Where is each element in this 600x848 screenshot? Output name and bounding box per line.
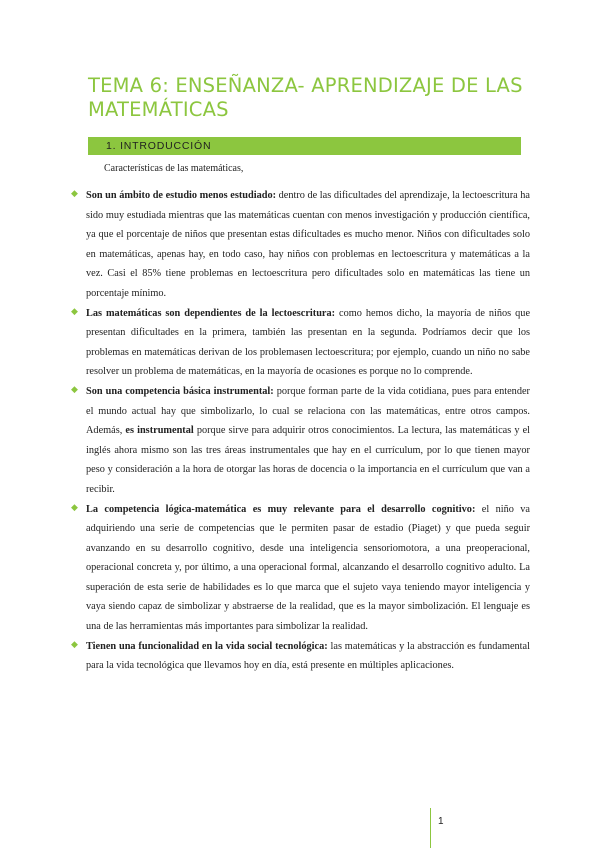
bullet-text: dentro de las dificultades del aprendizaje, la lectoescritura ha sido muy estudiada mientras que las matemáticas cuentan con menos investigación y producción científica, ya que el porcentaje de niños que presentan estas dificultades es mucho menor. Niños con dificultades solo en matemáticas, apenas hay, en todo caso, hay niños con problemas en lectoescritura y matemáticas a la vez. Casi el 85% tiene problemas en lectoescritura pero dificultades solo en matemáticas las tiene un porcentaje mínimo.: [86, 190, 530, 299]
bullet-lead: La competencia lógica-matemática es muy relevante para el desarrollo cognitivo:: [86, 503, 476, 515]
list-item: [70, 382, 530, 500]
bullet-diamond-icon: ◆: [71, 306, 78, 317]
bullet-lead: Tienen una funcionalidad en la vida social tecnológica:: [86, 640, 328, 652]
list-item: [70, 186, 530, 304]
intro-text: Características de las matemáticas,: [104, 163, 244, 174]
bullet-text: porque forman parte de la vida cotidiana, pues para entender el mundo actual hay que simbolizarlo, lo cual se relaciona con las matemáticas, entre otros campos. Además,: [86, 385, 530, 437]
bullet-text: como hemos dicho, la mayoría de niños que presentan dificultades en la primera, también las presentan en la segunda. Podríamos decir que los problemas en matemáticas derivan de los problemasen lectoescritura; por ejemplo, cuando un niño no sabe resolver un problema de matemáticas, en la mayoría de ocasiones es porque no lo comprende.: [86, 307, 531, 378]
footer-divider: [430, 808, 431, 848]
list-item: [70, 637, 530, 676]
bullet-lead: Las matemáticas son dependientes de la lectoescritura:: [86, 307, 336, 319]
bullet-lead: Son una competencia básica instrumental:: [86, 385, 274, 397]
list-item: [70, 500, 530, 637]
bullet-list: [70, 186, 530, 676]
section-heading: 1. INTRODUCCIÓN: [106, 140, 212, 152]
bullet-lead: Son un ámbito de estudio menos estudiado:: [86, 190, 277, 201]
bullet-paragraph: [86, 382, 530, 500]
bullet-text-continued: porque sirve para adquirir otros conocimientos. La lectura, las matemáticas y el inglés ahora mismo son las tres áreas instrumentales que hay en el currículum, por lo que tienen mayor peso y consideración a la hora de otorgar las horas de docencia o la importancia en el currículum que van a recibir.: [86, 425, 530, 495]
page-number: 1: [438, 816, 444, 827]
bullet-paragraph: [86, 637, 530, 676]
bullet-paragraph: [86, 186, 530, 304]
list-item: [70, 304, 530, 382]
bullet-diamond-icon: ◆: [71, 639, 78, 650]
bullet-diamond-icon: ◆: [71, 189, 78, 199]
bullet-inline-bold: es instrumental: [125, 425, 194, 437]
bullet-paragraph: [86, 500, 530, 637]
bullet-diamond-icon: ◆: [71, 384, 78, 395]
bullet-diamond-icon: ◆: [71, 502, 78, 513]
bullet-paragraph: [86, 304, 530, 382]
page-title: TEMA 6: ENSEÑANZA- APRENDIZAJE DE LAS MATEMÁTICAS: [88, 74, 523, 121]
bullet-text: las matemáticas y la abstracción es fundamental para la vida tecnológica que llevamos hoy en día, está presente en múltiples aplicaciones.: [86, 640, 530, 672]
bullet-text: el niño va adquiriendo una serie de competencias que le permiten pasar de estadio (Piaget) y que pueda seguir avanzando en su desarrollo cognitivo, desde una inteligencia sensoriomotora, a una preoperacional, operacional concreta y, por último, a una operacional formal, alcanzando el desarrollo cognitivo adulto. La superación de esta serie de habilidades es lo que marca que el sujeto vaya teniendo mayor inteligencia y vaya siendo capaz de simbolizar y abstraerse de la realidad, que es la mayor simbolización. El lenguaje es una de las herramientas más importantes para simbolizar la realidad.: [86, 503, 530, 633]
